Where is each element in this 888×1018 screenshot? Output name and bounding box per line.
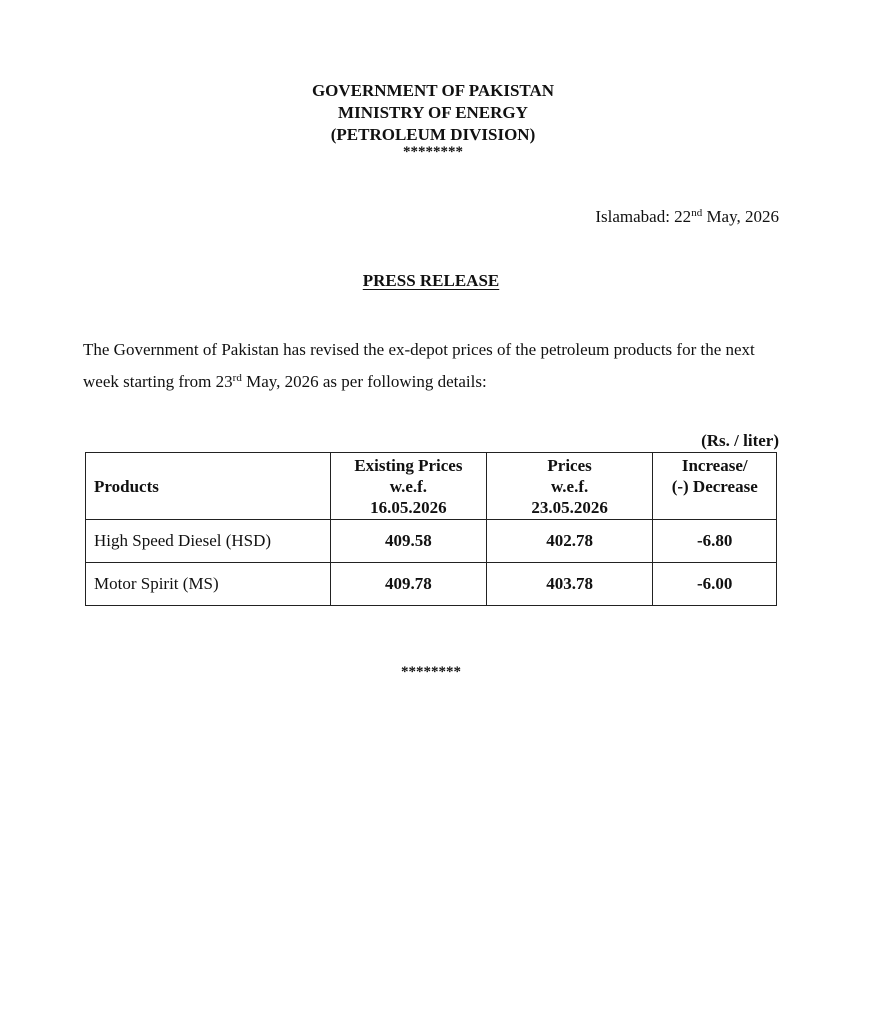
intro-ordinal: rd: [232, 372, 242, 384]
division-title: (PETROLEUM DIVISION): [330, 125, 536, 144]
dateline-month-year: May, 2026: [702, 207, 779, 226]
intro-text-end: May, 2026 as per following details:: [241, 372, 487, 391]
price-table: [85, 452, 777, 606]
header-change: Increase/ (-) Decrease: [653, 453, 777, 520]
table-header-row: [86, 453, 777, 520]
government-title: GOVERNMENT OF PAKISTAN: [311, 81, 555, 100]
header-separator: ********: [403, 144, 463, 160]
intro-text-start: The Government of Pakistan has revised the ex-depot prices of the petroleum products for the next week starting from 23: [83, 340, 755, 391]
intro-paragraph: [83, 334, 783, 398]
product-name: High Speed Diesel (HSD): [86, 520, 331, 563]
new-price: 403.78: [486, 563, 653, 606]
table-row: [86, 563, 777, 606]
header-existing-prices: Existing Prices w.e.f. 16.05.2026: [331, 453, 487, 520]
existing-price: 409.78: [331, 563, 487, 606]
header-new-prices: Prices w.e.f. 23.05.2026: [486, 453, 653, 520]
letterhead: [0, 80, 866, 158]
price-change: -6.80: [653, 520, 777, 563]
header-products: Products: [86, 453, 331, 520]
dateline-place-day: Islamabad: 22: [595, 207, 692, 226]
product-name: Motor Spirit (MS): [86, 563, 331, 606]
new-price: 402.78: [486, 520, 653, 563]
press-release-title: PRESS RELEASE: [362, 271, 500, 290]
dateline: [595, 207, 779, 227]
ministry-title: MINISTRY OF ENERGY: [338, 103, 528, 122]
dateline-ordinal: nd: [691, 207, 703, 219]
price-change: -6.00: [653, 563, 777, 606]
existing-price: 409.58: [331, 520, 487, 563]
unit-label: (Rs. / liter): [701, 431, 779, 450]
footer-separator: ********: [401, 664, 461, 680]
table-row: [86, 520, 777, 563]
